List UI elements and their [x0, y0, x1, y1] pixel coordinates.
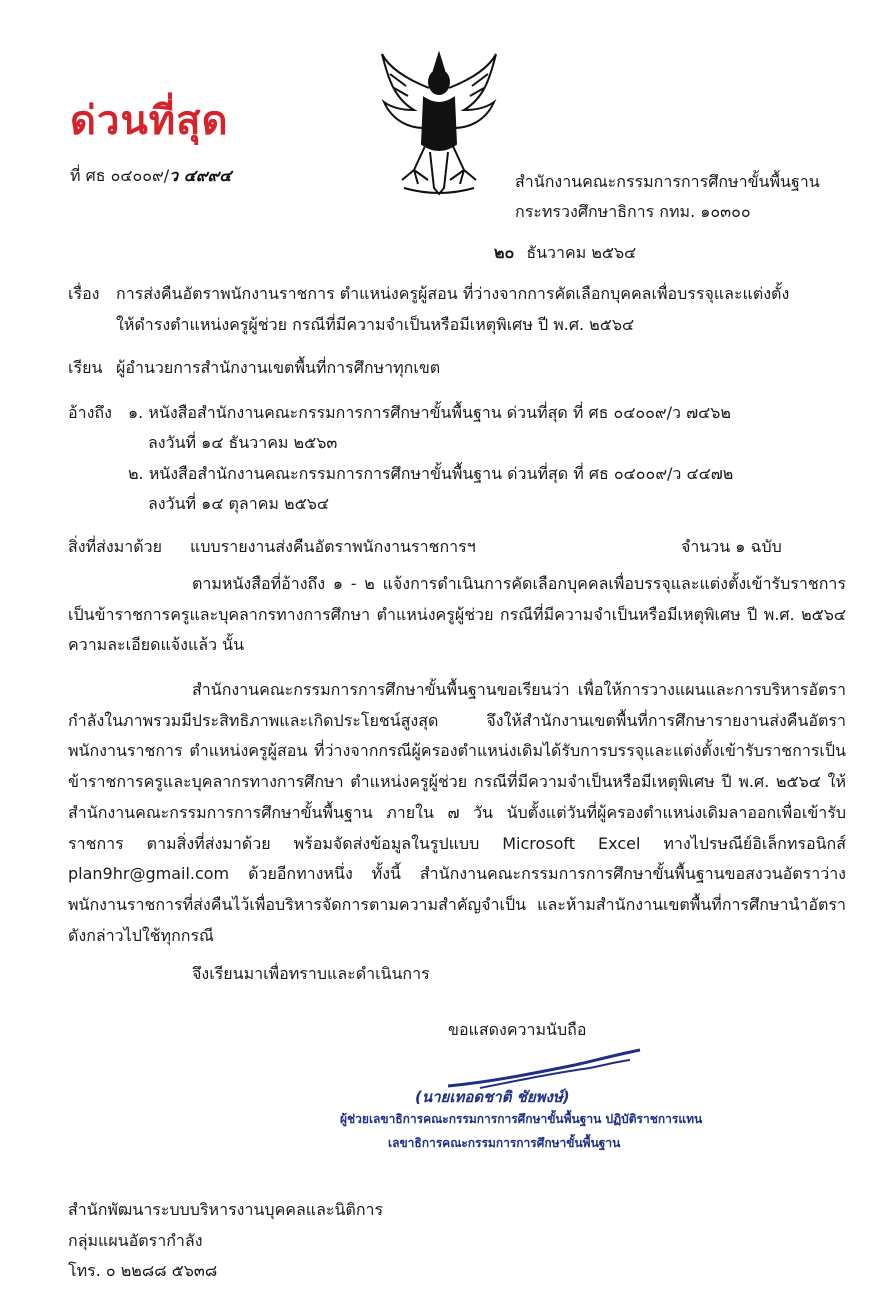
- body-paragraph-2: สำนักงานคณะกรรมการการศึกษาขั้นพื้นฐานขอเรียนว่า เพื่อให้การวางแผนและการบริหารอัตรากำลังในภาพรวมมีประสิทธิภาพและเกิดประโยชน์สูงสุด จึงให้สำนักงานเขตพื้นที่การศึกษารายงานส่งคืนอัตราพนักงานราชการ ตำแหน่งครูผู้สอน ที่ว่างจากกรณีผู้ครองตำแหน่งเดิมได้รับการบรรจุและแต่งตั้งเข้ารับราชการเป็นข้าราชการครูและบุคลากรทางการศึกษา ตำแหน่งครูผู้ช่วย กรณีที่มีความจำเป็นหรือมีเหตุพิเศษ ปี พ.ศ. ๒๕๖๔ ให้สำนักงานคณะกรรมการการศึกษาขั้นพื้นฐาน ภายใน ๗ วัน นับตั้งแต่วันที่ผู้ครองตำแหน่งเดิมลาออกเพื่อเข้ารับราชการ ตามสิ่งที่ส่งมาด้วย พร้อมจัดส่งข้อมูลในรูปแบบ Microsoft Excel ทางไปรษณีย์อิเล็กทรอนิกส์ plan9hr@gmail.com ด้วยอีกทางหนึ่ง ทั้งนี้ สำนักงานคณะกรรมการการศึกษาขั้นพื้นฐานขอสงวนอัตราว่างพนักงานราชการที่ส่งคืนไว้เพื่อบริหารจัดการตามความสำคัญจำเป็น และห้ามสำนักงานเขตพื้นที่การศึกษานำอัตราดังกล่าวไปใช้ทุกกรณี: [68, 680, 846, 945]
- footer-office: สำนักพัฒนาระบบบริหารงานบุคคลและนิติการ: [68, 1200, 384, 1219]
- subject-line-1: การส่งคืนอัตราพนักงานราชการ ตำแหน่งครูผู้สอน ที่ว่างจากการคัดเลือกบุคคลเพื่อบรรจุและแต่งตั้ง: [116, 284, 790, 303]
- signatory-name: (นายเทอดชาติ ชัยพงษ์): [415, 1088, 570, 1106]
- issuing-address: กระทรวงศึกษาธิการ กทม. ๑๐๓๐๐: [515, 202, 751, 221]
- footer-group: กลุ่มแผนอัตรากำลัง: [68, 1231, 203, 1250]
- body-paragraph-1: ตามหนังสือที่อ้างถึง ๑ - ๒ แจ้งการดำเนินการคัดเลือกบุคคลเพื่อบรรจุและแต่งตั้งเข้ารับราชการเป็นข้าราชการครูและบุคลากรทางการศึกษา ตำแหน่งครูผู้ช่วย กรณีที่มีความจำเป็นหรือมีเหตุพิเศษ ปี พ.ศ. ๒๕๖๔ ความละเอียดแจ้งแล้ว นั้น: [68, 574, 846, 655]
- reference-label: อ้างถึง: [68, 403, 112, 422]
- subject-label: เรื่อง: [68, 284, 100, 303]
- subject-line-2: ให้ดำรงตำแหน่งครูผู้ช่วย กรณีที่มีความจำเป็นหรือมีเหตุพิเศษ ปี พ.ศ. ๒๕๖๔: [116, 315, 635, 334]
- issuing-organization: สำนักงานคณะกรรมการการศึกษาขั้นพื้นฐาน: [515, 172, 820, 191]
- urgency-stamp: ด่วนที่สุด: [70, 97, 229, 144]
- enclosure-value: แบบรายงานส่งคืนอัตราพนักงานราชการฯ: [190, 537, 476, 556]
- date-month-year: ธันวาคม ๒๕๖๔: [526, 243, 637, 262]
- closing-sentence: จึงเรียนมาเพื่อทราบและดำเนินการ: [192, 964, 430, 983]
- reference-2-line-2: ลงวันที่ ๑๔ ตุลาคม ๒๕๖๔: [148, 494, 329, 513]
- footer-phone: โทร. ๐ ๒๒๘๘ ๕๖๓๘: [68, 1261, 218, 1280]
- document-number-label: ที่ ศธ ๐๔๐๐๙/: [70, 166, 170, 185]
- signatory-title-2: เลขาธิการคณะกรรมการการศึกษาขั้นพื้นฐาน: [388, 1136, 621, 1150]
- recipient-value: ผู้อำนวยการสำนักงานเขตพื้นที่การศึกษาทุกเขต: [116, 358, 441, 377]
- recipient-label: เรียน: [68, 358, 103, 377]
- document-date: [494, 241, 636, 266]
- reference-1-line-1: ๑. หนังสือสำนักงานคณะกรรมการการศึกษาขั้นพื้นฐาน ด่วนที่สุด ที่ ศธ ๐๔๐๐๙/ว ๗๔๖๒: [128, 403, 731, 422]
- signatory-title-1: ผู้ช่วยเลขาธิการคณะกรรมการการศึกษาขั้นพื้นฐาน ปฏิบัติราชการแทน: [340, 1112, 703, 1126]
- document-number: [70, 164, 231, 189]
- reference-1-line-2: ลงวันที่ ๑๔ ธันวาคม ๒๕๖๓: [148, 433, 338, 452]
- document-number-handwritten: ว ๔๙๙๔: [169, 166, 232, 185]
- enclosure-quantity: จำนวน ๑ ฉบับ: [681, 537, 782, 556]
- regards: ขอแสดงความนับถือ: [448, 1020, 587, 1039]
- date-day: ๒๐: [494, 243, 515, 262]
- enclosure-label: สิ่งที่ส่งมาด้วย: [68, 537, 162, 556]
- reference-2-line-1: ๒. หนังสือสำนักงานคณะกรรมการการศึกษาขั้นพื้นฐาน ด่วนที่สุด ที่ ศธ ๐๔๐๐๙/ว ๔๔๗๒: [128, 464, 734, 483]
- garuda-emblem-icon: [374, 48, 504, 198]
